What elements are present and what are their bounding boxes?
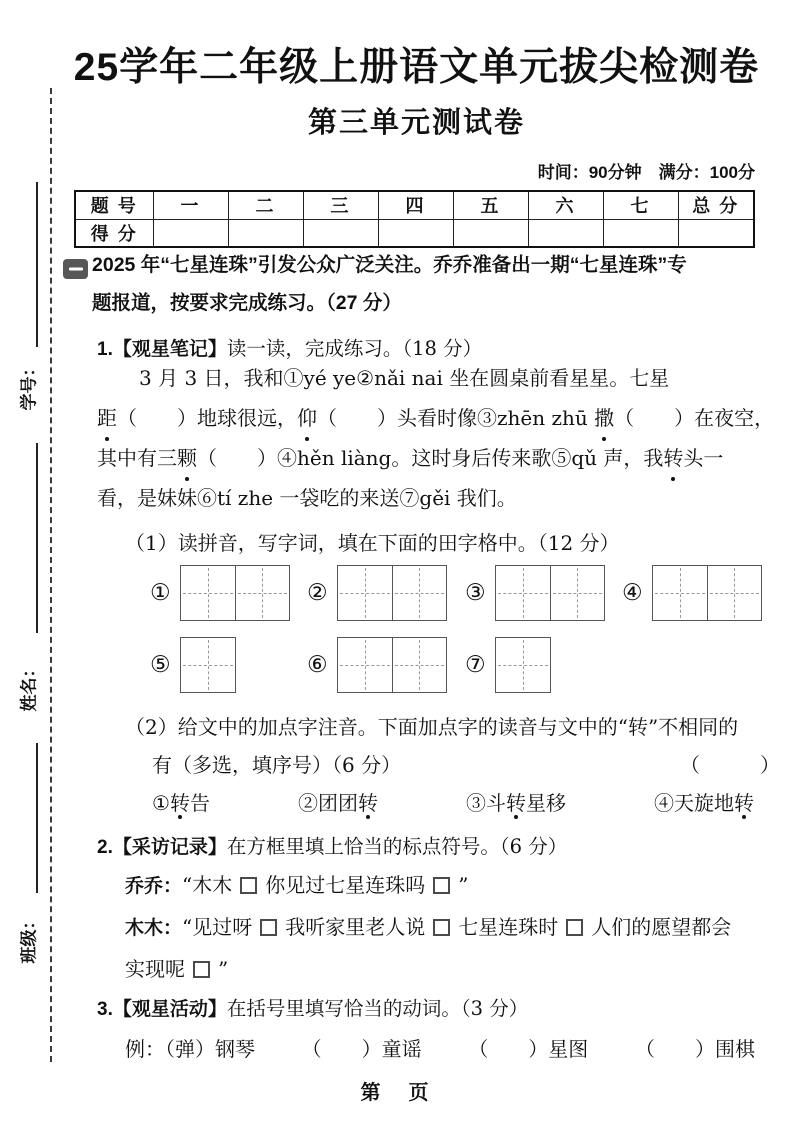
dotted-character: 转	[170, 787, 190, 816]
grid-number-label: ②	[307, 580, 328, 606]
score-table-header-cell: 四	[378, 191, 453, 219]
text-run: 我听家里老人说	[285, 915, 426, 939]
text-run: “见过呀	[182, 915, 253, 939]
verb-fill-item: （ ）星图	[468, 1037, 589, 1061]
passage-line	[97, 438, 774, 478]
text-run: （ ）在夜空，	[614, 406, 775, 430]
tianzige-cell[interactable]	[392, 566, 446, 620]
grid-unit-⑦	[465, 637, 551, 693]
passage-line	[97, 478, 774, 518]
grid-unit-⑤	[150, 637, 236, 693]
tianzige-cell[interactable]	[181, 638, 235, 692]
grid-unit-②	[307, 565, 447, 621]
text-run: ”	[458, 873, 469, 897]
text-run: 星移	[525, 791, 566, 815]
question-3-text: 在括号里填写恰当的动词。（3 分）	[226, 997, 529, 1020]
tianzige-cell[interactable]	[181, 566, 235, 620]
punctuation-box[interactable]	[240, 877, 257, 894]
grid-unit-④	[622, 565, 762, 621]
time-score-meta: 时间：90分钟 满分：100分	[537, 163, 755, 182]
text-run: （ ）地球很远，	[117, 406, 297, 430]
score-table-header-cell: 七	[603, 191, 678, 219]
tianzige-cell[interactable]	[707, 566, 761, 620]
score-entry-cell[interactable]	[228, 219, 303, 247]
tianzige-cell[interactable]	[496, 638, 550, 692]
sub-question-1-label: （1）读拼音，写字词，填在下面的田字格中。（12 分）	[125, 531, 620, 555]
score-entry-cell[interactable]	[678, 219, 754, 247]
text-run: 实现呢	[125, 957, 185, 981]
grid-number-label: ③	[465, 580, 486, 606]
dialogue-line	[125, 869, 468, 898]
score-label-cell: 得 分	[75, 219, 153, 247]
tianzige-grid	[337, 565, 447, 621]
intro-line: 题报道，按要求完成练习。（27 分）	[92, 292, 402, 314]
score-table-header-cell: 三	[303, 191, 378, 219]
grid-unit-①	[150, 565, 290, 621]
sub-question-2-line1: （2）给文中的加点字注音。下面加点字的读音与文中的“转”不相同的	[125, 715, 739, 739]
speaker-name: 乔乔：	[125, 876, 183, 897]
sub-question-2-line2: 有（多选，填序号）（6 分）	[152, 753, 402, 777]
text-run: ③斗	[465, 791, 506, 815]
grid-number-label: ①	[150, 580, 171, 606]
class-label: 班级：	[19, 912, 39, 964]
answer-option	[152, 787, 210, 816]
text-run: ”	[218, 957, 229, 981]
text-run: ②团团	[297, 791, 358, 815]
score-table-header-cell: 总 分	[678, 191, 754, 219]
verb-fill-row	[125, 1033, 755, 1062]
score-entry-cell[interactable]	[303, 219, 378, 247]
grid-number-label: ④	[622, 580, 643, 606]
student-id-blank-line[interactable]	[36, 182, 38, 347]
dotted-character: 撒	[594, 398, 614, 438]
verb-fill-item: （ ）童谣	[301, 1037, 422, 1061]
tianzige-grid	[337, 637, 447, 693]
tianzige-cell[interactable]	[653, 566, 707, 620]
text-run: 3 月 3 日，我和①yé ye②nǎi nai 坐在圆桌前看星星。七星	[139, 366, 670, 390]
passage-line	[97, 358, 774, 398]
dotted-character: 仰	[297, 398, 317, 438]
section-one-badge-icon	[63, 259, 88, 279]
text-run: ④天旋地	[653, 791, 734, 815]
reading-passage	[97, 358, 774, 518]
punctuation-box[interactable]	[433, 877, 450, 894]
tianzige-cell[interactable]	[392, 638, 446, 692]
punctuation-box[interactable]	[433, 919, 450, 936]
section-one-intro	[92, 246, 687, 322]
tianzige-cell[interactable]	[338, 638, 392, 692]
speaker-name: 木木：	[125, 918, 183, 939]
score-table-header-cell: 一	[153, 191, 228, 219]
score-table-header-cell: 题 号	[75, 191, 153, 219]
score-table-header-cell: 五	[453, 191, 528, 219]
page-footer: 第 页	[360, 1082, 433, 1104]
tianzige-grid	[180, 637, 236, 693]
text-run: 其中有三	[97, 446, 177, 470]
score-entry-cell[interactable]	[378, 219, 453, 247]
name-blank-line[interactable]	[36, 443, 38, 633]
answer-options-row	[152, 787, 754, 816]
passage-line	[97, 398, 774, 438]
question-2-number: 2.	[97, 837, 113, 858]
dotted-character: 转	[734, 787, 754, 816]
student-id-label: 学号：	[19, 359, 39, 411]
grid-number-label: ⑤	[150, 652, 171, 678]
tianzige-cell[interactable]	[496, 566, 550, 620]
punctuation-box[interactable]	[193, 961, 210, 978]
tianzige-grid	[495, 637, 551, 693]
text-run: 人们的愿望都会	[591, 915, 732, 939]
text-run: 头一	[683, 446, 724, 470]
question-1-tag: 【观星笔记】	[112, 339, 227, 360]
score-table	[74, 190, 755, 248]
score-table-header-cell: 二	[228, 191, 303, 219]
answer-option	[298, 787, 378, 816]
name-label: 姓名：	[19, 660, 39, 712]
text-run: 七星连珠时	[458, 915, 559, 939]
text-run: 看，是妹妹⑥tí zhe 一袋吃的来送⑦gěi 我们。	[97, 486, 517, 510]
paper-title: 25学年二年级上册语文单元拔尖检测卷	[73, 46, 760, 89]
question-3-heading	[97, 993, 528, 1021]
grid-unit-⑥	[307, 637, 447, 693]
text-run: 告	[189, 791, 210, 815]
score-entry-cell[interactable]	[153, 219, 228, 247]
tianzige-grid	[495, 565, 605, 621]
cut-line-dashed	[50, 88, 52, 1062]
dialogue-line	[125, 911, 731, 940]
verb-fill-item: （ ）围棋	[634, 1037, 755, 1061]
answer-blank[interactable]: （ ）	[680, 753, 780, 777]
text-run: ①	[152, 791, 170, 815]
grid-number-label: ⑦	[465, 652, 486, 678]
verb-fill-item: 例：（弹）钢琴	[125, 1037, 255, 1061]
tianzige-grid	[180, 565, 290, 621]
question-1-text: 读一读，完成练习。（18 分）	[226, 337, 483, 360]
text-run: “木木	[182, 873, 233, 897]
question-1-number: 1.	[97, 339, 113, 360]
score-entry-cell[interactable]	[528, 219, 603, 247]
tianzige-cell[interactable]	[235, 566, 289, 620]
answer-option	[654, 787, 754, 816]
tianzige-cell[interactable]	[338, 566, 392, 620]
text-run: （ ）头看时像③zhēn zhū	[317, 406, 595, 430]
punctuation-box[interactable]	[260, 919, 277, 936]
score-entry-cell[interactable]	[453, 219, 528, 247]
answer-option	[466, 787, 566, 816]
tianzige-grid	[652, 565, 762, 621]
question-1-heading	[97, 333, 482, 361]
unit-subtitle: 第三单元测试卷	[307, 107, 525, 139]
dotted-character: 颗	[177, 438, 197, 478]
dotted-character: 转	[506, 787, 526, 816]
question-2-tag: 【采访记录】	[112, 837, 227, 858]
question-3-number: 3.	[97, 999, 113, 1020]
dialogue-line	[125, 953, 228, 982]
grid-unit-③	[465, 565, 605, 621]
class-blank-line[interactable]	[36, 743, 38, 893]
dotted-character: 转	[663, 438, 683, 478]
grid-number-label: ⑥	[307, 652, 328, 678]
intro-line: 2025 年“七星连珠”引发公众广泛关注。乔乔准备出一期“七星连珠”专	[92, 254, 687, 276]
punctuation-box[interactable]	[566, 919, 583, 936]
score-entry-cell[interactable]	[603, 219, 678, 247]
dotted-character: 距	[97, 398, 117, 438]
question-2-text: 在方框里填上恰当的标点符号。（6 分）	[226, 835, 568, 858]
text-run: （ ）④hěn liàng。这时身后传来歌⑤qǔ 声，我	[197, 446, 664, 470]
tianzige-cell[interactable]	[550, 566, 604, 620]
dotted-character: 转	[358, 787, 378, 816]
text-run: 你见过七星连珠吗	[265, 873, 426, 897]
question-2-heading	[97, 831, 567, 859]
score-table-header-cell: 六	[528, 191, 603, 219]
question-3-tag: 【观星活动】	[112, 999, 227, 1020]
